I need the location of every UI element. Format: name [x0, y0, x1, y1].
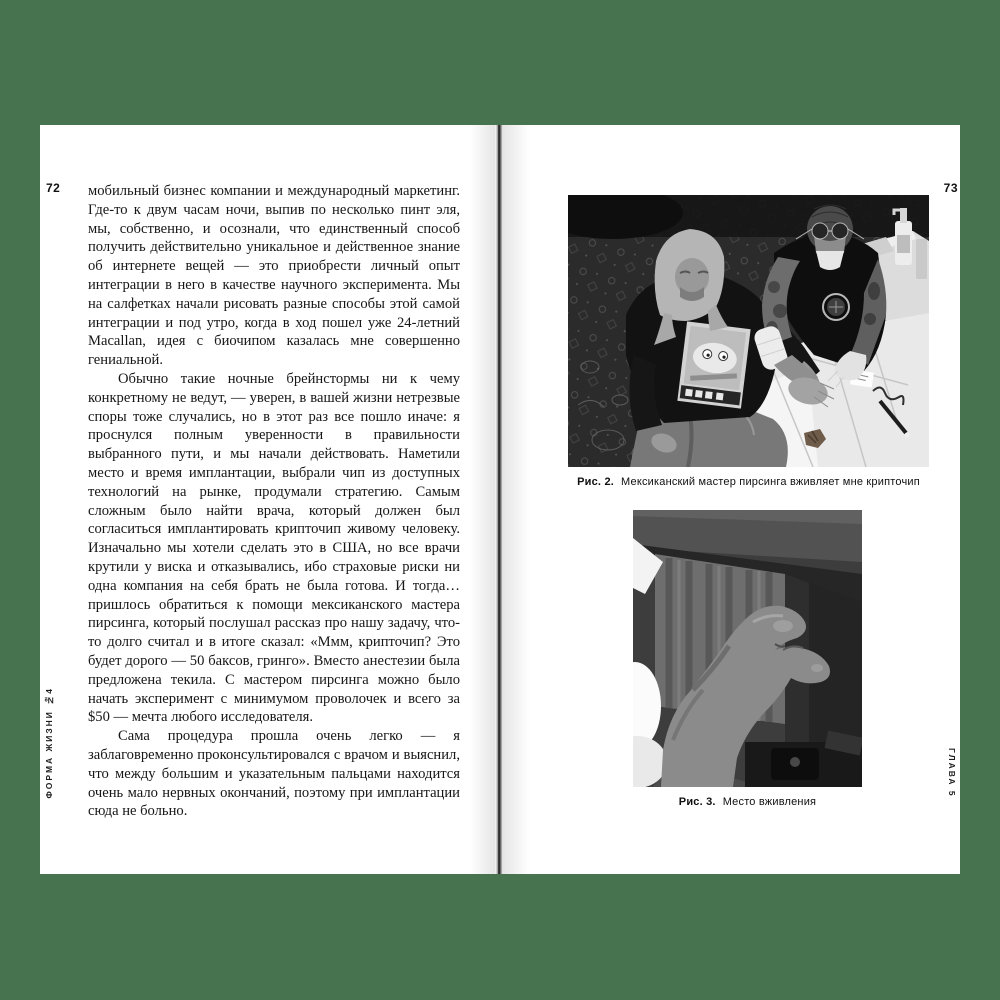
- book-spread: [40, 125, 960, 874]
- figure-3-photo-hand: [633, 510, 862, 787]
- running-title-right: ГЛАВА 5: [947, 748, 957, 798]
- body-text-column: [88, 182, 460, 821]
- paragraph-3: Сама процедура прошла очень легко — я заблаговременно проконсультировался с врачом и выяснил, что между большим и указательным пальцами находится очень мало нервных окончаний, поэтому при имплантации сюда не больно.: [88, 728, 460, 820]
- spine-shadow-right: [503, 125, 529, 874]
- paragraph-1: мобильный бизнес компании и международный маркетинг. Где-то к двум часам ночи, выпив по несколько пинт эля, мы, собственно, и осознали, что единственный способ получить действительно уникальное и действенное знание об интернете вещей — это приобрести личный опыт интеграции в него в качестве научного эксперимента. Мы на салфетках начали рисовать разные способы этой самой интеграции и под утро, когда в ход пошел уже 24-летний Macallan, идея с биочипом казалась мне совершенно гениальной.: [88, 183, 460, 369]
- figure-3-caption-text: Место вживления: [722, 796, 817, 808]
- page-number-right: 73: [943, 181, 958, 195]
- figure-3: [633, 510, 862, 808]
- figure-2-caption-text: Мексиканский мастер пирсинга вживляет мне крипточип: [621, 476, 920, 488]
- page-number-left: 72: [46, 181, 61, 195]
- figure-2-label: Рис. 2.: [577, 476, 615, 488]
- figure-3-label: Рис. 3.: [678, 796, 716, 808]
- spine-divider: [495, 125, 503, 874]
- figure-2-caption: [568, 476, 929, 488]
- running-title-left: ФОРМА ЖИЗНИ №4: [44, 686, 54, 798]
- paragraph-2: Обычно такие ночные брейнстормы ни к чему конкретному не ведут, — уверен, в вашей жизни нетрезвые споры тоже случались, но в этот раз все пошло иначе: я проснулся полным уверенности в правильности выбранного пути, и мы начали действовать. Наметили место и время имплантации, выбрали чип из доступных технологий на рынке, продумали стратегию. Самым сложным было найти врача, который должен был согласиться имплантировать крипточип живому человеку. Изначально мы хотели сделать это в США, но все врачи крутили у виска и отказывались, ибо страховые риски ни одна компания на себя брать не была готова. И тогда… пришлось обратиться к помощи мексиканского мастера пирсинга, который послушал рассказ про нашу задачу, что-то долго считал и в итоге сказал: «Ммм, крипточип? Это будет дорого — 50 баксов, гринго». Вместо анестезии была предложена текила. С мастером пирсинга можно было начать эксперимент с минимумом проволочек и всего за $50 — мечта любого исследователя.: [88, 370, 460, 726]
- figure-3-caption: [633, 796, 862, 808]
- spine-shadow-left: [469, 125, 495, 874]
- figure-2: [568, 195, 929, 488]
- figure-2-photo-piercing-session: [568, 195, 929, 467]
